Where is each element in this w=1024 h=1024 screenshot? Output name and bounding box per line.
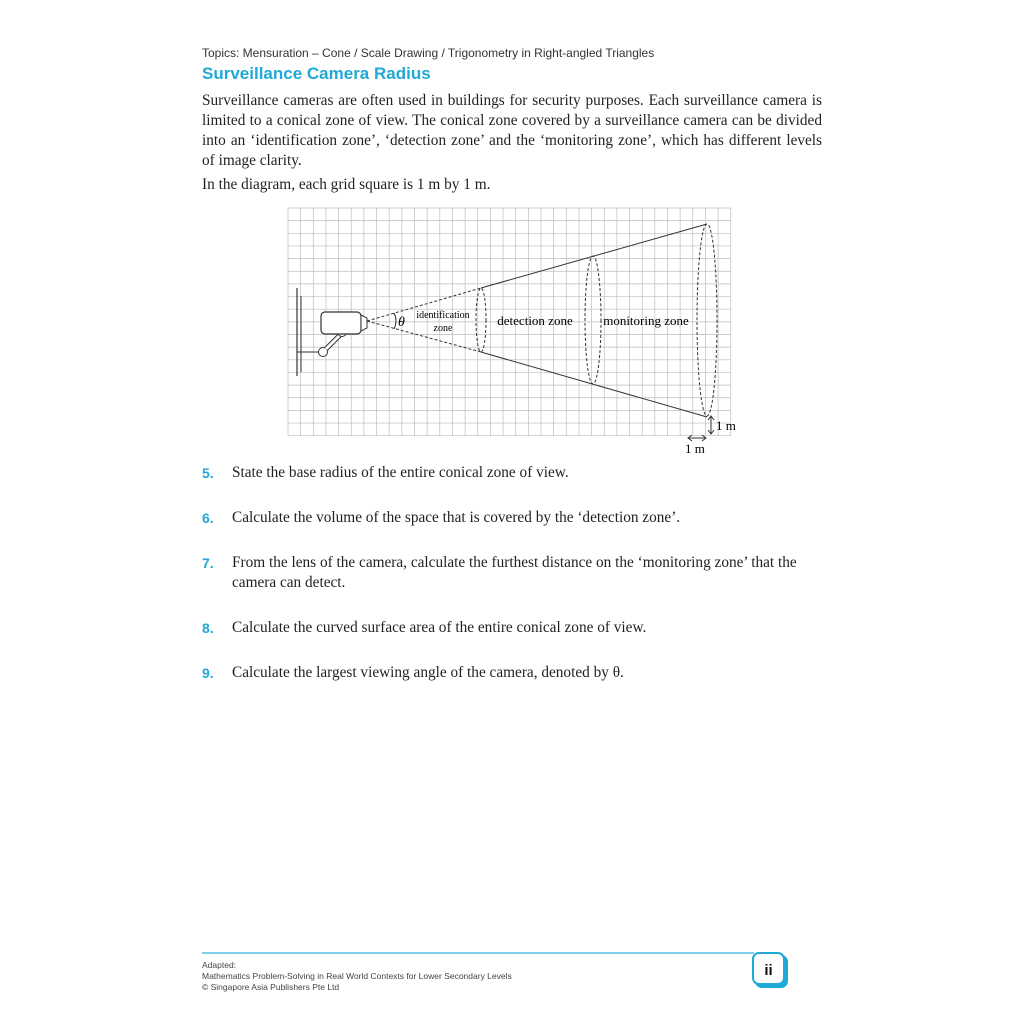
- question-number: 5.: [202, 465, 214, 481]
- intro-paragraph: Surveillance cameras are often used in buildings for security purposes. Each surveillance camera is limited to a conical zone of view. The conical zone covered by a surveillance camera can be divided into an ‘identification zone’, ‘detection zone’ and the ‘monitoring zone’, which has different levels of image clarity.: [202, 92, 822, 169]
- question-number: 8.: [202, 620, 214, 636]
- footer-divider: [202, 952, 754, 954]
- monitoring-label: monitoring zone: [603, 313, 689, 328]
- question-text: Calculate the largest viewing angle of the camera, denoted by θ.: [232, 664, 624, 681]
- footer-line-1: Adapted:: [202, 960, 237, 970]
- grid-note: In the diagram, each grid square is 1 m by 1 m.: [202, 176, 491, 193]
- topics-line: Topics: Mensuration – Cone / Scale Drawing / Trigonometry in Right-angled Triangles: [202, 46, 655, 60]
- question-text: Calculate the curved surface area of the entire conical zone of view.: [232, 619, 647, 636]
- question-text: From the lens of the camera, calculate the furthest distance on the ‘monitoring zone’ that the camera can detect.: [232, 554, 797, 591]
- page-title: Surveillance Camera Radius: [202, 64, 431, 83]
- monitor-boundary-ellipse: [697, 224, 717, 416]
- question-number: 7.: [202, 555, 214, 571]
- footer-line-3: © Singapore Asia Publishers Pte Ltd: [202, 982, 340, 992]
- theta-arc: [394, 313, 396, 329]
- identification-label: identification: [416, 310, 470, 321]
- identification-label-2: zone: [433, 323, 453, 334]
- scale-horizontal-label: 1 m: [685, 441, 705, 456]
- footer-credits: [202, 960, 512, 993]
- camera-body: [321, 312, 361, 334]
- footer-line-2: Mathematics Problem-Solving in Real World Contexts for Lower Secondary Levels: [202, 971, 512, 981]
- question-number: 9.: [202, 665, 214, 681]
- camera-lens: [361, 315, 367, 331]
- page-number: ii: [752, 952, 785, 985]
- detection-label: detection zone: [497, 313, 573, 328]
- detect-boundary-ellipse: [585, 256, 601, 384]
- cone-bottom: [481, 352, 707, 417]
- theta-label: θ: [398, 315, 405, 330]
- cone-diagram: [280, 200, 750, 460]
- scale-vertical-label: 1 m: [716, 418, 736, 433]
- question-number: 6.: [202, 510, 214, 526]
- question-text: State the base radius of the entire conical zone of view.: [232, 464, 569, 481]
- question-text: Calculate the volume of the space that is covered by the ‘detection zone’.: [232, 509, 681, 526]
